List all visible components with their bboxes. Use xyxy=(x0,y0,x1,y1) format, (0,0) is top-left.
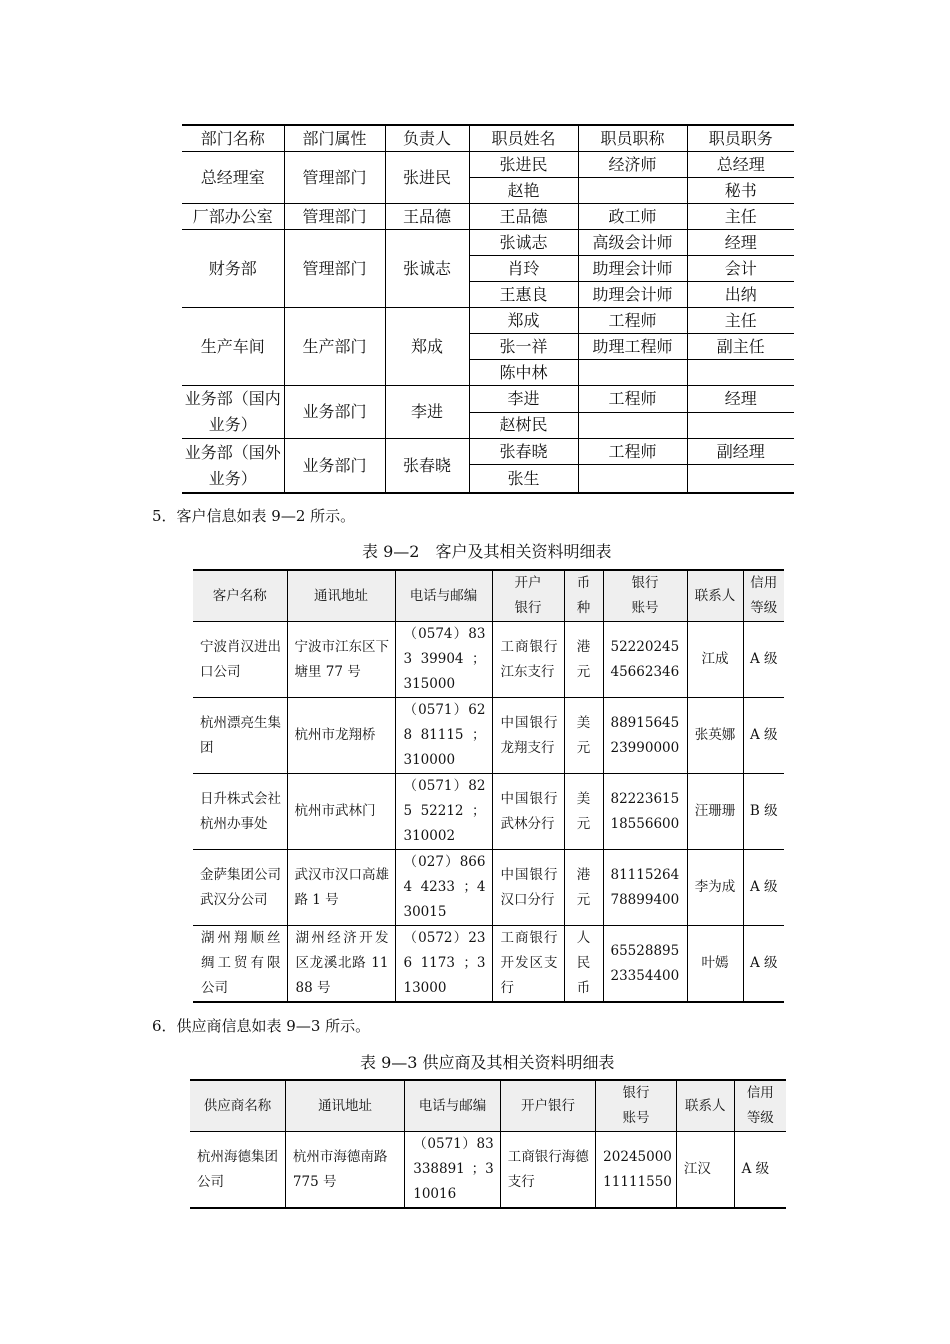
table-row xyxy=(182,386,794,413)
staff-name-cell: 张进民 xyxy=(469,152,578,178)
table-row xyxy=(193,774,784,850)
column-header: 通讯地址 xyxy=(287,570,395,622)
customer-name-cell: 日升株式会社杭州办事处 xyxy=(193,774,287,850)
staff-role-cell xyxy=(687,360,794,386)
address-cell: 湖州经济开发区龙溪北路 1188 号 xyxy=(287,926,395,1003)
column-header: 部门属性 xyxy=(284,125,385,152)
table-2-title: 表 9—2 客户及其相关资料明细表 xyxy=(362,542,612,561)
column-header: 电话与邮编 xyxy=(405,1080,501,1132)
staff-name-cell: 张生 xyxy=(469,465,578,494)
dept-head-cell: 王品德 xyxy=(385,204,469,230)
address-cell: 宁波市江东区下塘里 77 号 xyxy=(287,622,395,698)
dept-head-cell: 郑成 xyxy=(385,308,469,386)
staff-title-cell xyxy=(578,178,687,204)
currency-cell: 美元 xyxy=(564,698,603,774)
staff-title-cell: 工程师 xyxy=(578,308,687,334)
section-6-text: 6．供应商信息如表 9—3 所示。 xyxy=(152,1017,371,1035)
section-5-text: 5．客户信息如表 9—2 所示。 xyxy=(152,507,356,525)
staff-name-cell: 赵树民 xyxy=(469,412,578,439)
staff-title-cell: 工程师 xyxy=(578,439,687,465)
customer-name-cell: 湖州翔顺丝绸工贸有限公司 xyxy=(193,926,287,1003)
staff-name-cell: 李进 xyxy=(469,386,578,413)
column-header: 联系人 xyxy=(687,570,743,622)
dept-attr-cell: 管理部门 xyxy=(284,204,385,230)
table-header-row xyxy=(190,1080,786,1132)
staff-role-cell: 经理 xyxy=(687,230,794,256)
table-row xyxy=(193,622,784,698)
column-header: 职员职称 xyxy=(578,125,687,152)
column-header: 开户银行 xyxy=(492,570,564,622)
dept-name-cell: 业务部（国外业务） xyxy=(182,439,284,494)
dept-attr-cell: 业务部门 xyxy=(284,386,385,439)
staff-title-cell: 经济师 xyxy=(578,152,687,178)
bank-cell: 工商银行江东支行 xyxy=(492,622,564,698)
dept-name-cell: 业务部（国内业务） xyxy=(182,386,284,439)
staff-name-cell: 赵艳 xyxy=(469,178,578,204)
account-cell: 52220245 45662346 xyxy=(603,622,687,698)
currency-cell: 美元 xyxy=(564,774,603,850)
column-header: 银行账号 xyxy=(603,570,687,622)
staff-role-cell: 副主任 xyxy=(687,334,794,360)
staff-role-cell xyxy=(687,465,794,494)
column-header: 信用等级 xyxy=(734,1080,786,1132)
credit-cell: A 级 xyxy=(743,926,784,1003)
staff-name-cell: 张春晓 xyxy=(469,439,578,465)
dept-name-cell: 厂部办公室 xyxy=(182,204,284,230)
column-header: 信用等级 xyxy=(743,570,784,622)
currency-cell: 港元 xyxy=(564,622,603,698)
staff-name-cell: 张一祥 xyxy=(469,334,578,360)
staff-name-cell: 肖玲 xyxy=(469,256,578,282)
address-cell: 杭州市武林门 xyxy=(287,774,395,850)
phone-cell: （027）8664 4233 ；430015 xyxy=(395,850,492,926)
phone-cell: （0571）628 81115 ；310000 xyxy=(395,698,492,774)
customer-name-cell: 宁波肖汉进出口公司 xyxy=(193,622,287,698)
dept-head-cell: 张春晓 xyxy=(385,439,469,494)
department-table xyxy=(182,124,794,494)
credit-cell: A 级 xyxy=(743,622,784,698)
contact-cell: 李为成 xyxy=(687,850,743,926)
column-header: 联系人 xyxy=(676,1080,734,1132)
account-cell: 65528895 23354400 xyxy=(603,926,687,1003)
staff-title-cell xyxy=(578,360,687,386)
contact-cell: 张英娜 xyxy=(687,698,743,774)
dept-name-cell: 财务部 xyxy=(182,230,284,308)
table-row xyxy=(182,204,794,230)
account-cell: 88915645 23990000 xyxy=(603,698,687,774)
contact-cell: 江汉 xyxy=(676,1132,734,1209)
staff-name-cell: 王品德 xyxy=(469,204,578,230)
staff-role-cell: 会计 xyxy=(687,256,794,282)
staff-title-cell: 工程师 xyxy=(578,386,687,413)
column-header: 部门名称 xyxy=(182,125,284,152)
phone-cell: （0571）825 52212 ；310002 xyxy=(395,774,492,850)
table-header-row xyxy=(182,125,794,152)
dept-attr-cell: 管理部门 xyxy=(284,152,385,204)
staff-title-cell: 助理工程师 xyxy=(578,334,687,360)
staff-role-cell: 主任 xyxy=(687,204,794,230)
address-cell: 武汉市汉口高雄路 1 号 xyxy=(287,850,395,926)
bank-cell: 工商银行开发区支行 xyxy=(492,926,564,1003)
address-cell: 杭州市海德南路 775 号 xyxy=(285,1132,404,1209)
supplier-table xyxy=(190,1079,786,1209)
staff-title-cell: 高级会计师 xyxy=(578,230,687,256)
bank-cell: 中国银行龙翔支行 xyxy=(492,698,564,774)
currency-cell: 人民币 xyxy=(564,926,603,1003)
column-header: 电话与邮编 xyxy=(395,570,492,622)
account-cell: 82223615 18556600 xyxy=(603,774,687,850)
staff-name-cell: 陈中林 xyxy=(469,360,578,386)
customer-table xyxy=(193,569,784,1003)
account-cell: 20245000 11111550 xyxy=(596,1132,677,1209)
credit-cell: A 级 xyxy=(734,1132,786,1209)
dept-attr-cell: 管理部门 xyxy=(284,230,385,308)
table-row xyxy=(190,1132,786,1209)
dept-attr-cell: 生产部门 xyxy=(284,308,385,386)
contact-cell: 汪珊珊 xyxy=(687,774,743,850)
contact-cell: 叶嫣 xyxy=(687,926,743,1003)
staff-role-cell: 出纳 xyxy=(687,282,794,308)
column-header: 通讯地址 xyxy=(285,1080,404,1132)
staff-role-cell: 总经理 xyxy=(687,152,794,178)
credit-cell: A 级 xyxy=(743,698,784,774)
table-row xyxy=(182,439,794,465)
table-header-row xyxy=(193,570,784,622)
column-header: 供应商名称 xyxy=(190,1080,285,1132)
dept-head-cell: 张进民 xyxy=(385,152,469,204)
staff-name-cell: 张诚志 xyxy=(469,230,578,256)
dept-attr-cell: 业务部门 xyxy=(284,439,385,494)
phone-cell: （0571）83 338891 ；310016 xyxy=(405,1132,501,1209)
table-row xyxy=(182,230,794,256)
staff-title-cell: 政工师 xyxy=(578,204,687,230)
supplier-name-cell: 杭州海德集团公司 xyxy=(190,1132,285,1209)
phone-cell: （0574）833 39904 ；315000 xyxy=(395,622,492,698)
column-header: 银行账号 xyxy=(596,1080,677,1132)
credit-cell: A 级 xyxy=(743,850,784,926)
staff-role-cell: 秘书 xyxy=(687,178,794,204)
table-row xyxy=(193,698,784,774)
table-3-title: 表 9—3 供应商及其相关资料明细表 xyxy=(360,1053,615,1072)
table-row xyxy=(182,152,794,178)
column-header: 客户名称 xyxy=(193,570,287,622)
bank-cell: 工商银行海德支行 xyxy=(500,1132,595,1209)
contact-cell: 江成 xyxy=(687,622,743,698)
dept-name-cell: 生产车间 xyxy=(182,308,284,386)
column-header: 职员姓名 xyxy=(469,125,578,152)
table-row xyxy=(193,850,784,926)
customer-name-cell: 金萨集团公司武汉分公司 xyxy=(193,850,287,926)
account-cell: 81115264 78899400 xyxy=(603,850,687,926)
column-header: 职员职务 xyxy=(687,125,794,152)
bank-cell: 中国银行汉口分行 xyxy=(492,850,564,926)
dept-name-cell: 总经理室 xyxy=(182,152,284,204)
dept-head-cell: 张诚志 xyxy=(385,230,469,308)
staff-name-cell: 王惠良 xyxy=(469,282,578,308)
staff-role-cell xyxy=(687,412,794,439)
column-header: 币种 xyxy=(564,570,603,622)
currency-cell: 港元 xyxy=(564,850,603,926)
staff-title-cell xyxy=(578,465,687,494)
address-cell: 杭州市龙翔桥 xyxy=(287,698,395,774)
credit-cell: B 级 xyxy=(743,774,784,850)
customer-name-cell: 杭州漂亮生集团 xyxy=(193,698,287,774)
staff-title-cell: 助理会计师 xyxy=(578,282,687,308)
table-row xyxy=(193,926,784,1003)
staff-title-cell xyxy=(578,412,687,439)
staff-role-cell: 副经理 xyxy=(687,439,794,465)
phone-cell: （0572）236 1173 ；313000 xyxy=(395,926,492,1003)
staff-name-cell: 郑成 xyxy=(469,308,578,334)
staff-role-cell: 经理 xyxy=(687,386,794,413)
column-header: 开户银行 xyxy=(500,1080,595,1132)
staff-role-cell: 主任 xyxy=(687,308,794,334)
dept-head-cell: 李进 xyxy=(385,386,469,439)
table-row xyxy=(182,308,794,334)
column-header: 负责人 xyxy=(385,125,469,152)
staff-title-cell: 助理会计师 xyxy=(578,256,687,282)
bank-cell: 中国银行武林分行 xyxy=(492,774,564,850)
